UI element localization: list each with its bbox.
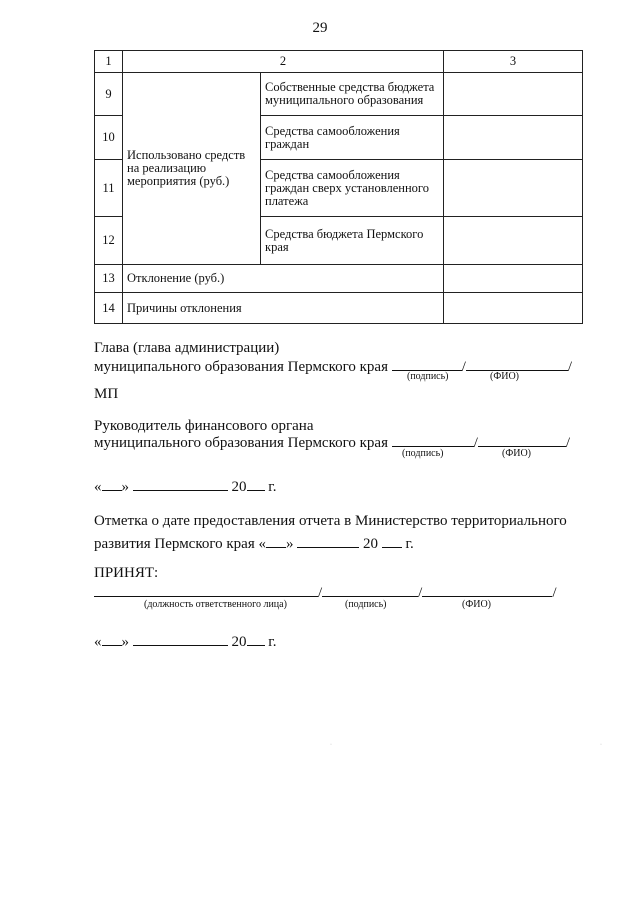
ministry-month-field[interactable]	[297, 533, 359, 548]
row-label: Средства самообложения граждан сверх установленного платежа	[261, 160, 444, 217]
final-month-field[interactable]	[133, 631, 228, 646]
table-row	[95, 293, 583, 324]
final-day-field[interactable]	[102, 631, 122, 646]
report-table	[94, 50, 583, 324]
value-cell[interactable]	[444, 116, 583, 160]
row-label: Средства бюджета Пермского края	[261, 217, 444, 265]
ministry-note-line1: Отметка о дате предоставления отчета в Министерство территориального	[94, 513, 567, 529]
header-col-1: 1	[95, 51, 123, 73]
ministry-note-line2: развития Пермского края « » 20 г.	[94, 533, 414, 552]
accepted-sign-caption: (подпись)	[345, 599, 387, 610]
head-fio-field[interactable]	[466, 356, 568, 371]
finance-org-label: муниципального образования Пермского края	[94, 435, 388, 451]
finance-signature-line: муниципального образования Пермского края / /	[94, 432, 570, 451]
value-cell[interactable]	[444, 160, 583, 217]
accepted-fio-caption: (ФИО)	[462, 599, 492, 610]
row-label: Причины отклонения	[123, 293, 444, 324]
table-row	[95, 73, 583, 116]
row-label: Собственные средства бюджета муниципального образования	[261, 73, 444, 116]
value-cell[interactable]	[444, 217, 583, 265]
header-col-2: 2	[123, 51, 444, 73]
row-number: 13	[95, 265, 123, 293]
ministry-day-field[interactable]	[266, 533, 286, 548]
head-title: Глава (глава администрации)	[94, 340, 280, 356]
row-number: 9	[95, 73, 123, 116]
head-signature-field[interactable]	[392, 356, 462, 371]
row-number: 10	[95, 116, 123, 160]
row-number: 11	[95, 160, 123, 217]
row-number: 14	[95, 293, 123, 324]
value-cell[interactable]	[444, 73, 583, 116]
date-year-field[interactable]	[247, 476, 265, 491]
table-header-row	[95, 51, 583, 73]
head-fio-caption: (ФИО)	[490, 371, 520, 382]
final-date-line: « » 20 г.	[94, 631, 276, 650]
finance-signature-field[interactable]	[392, 432, 474, 447]
finance-title: Руководитель финансового органа	[94, 418, 314, 434]
accepted-fio-field[interactable]	[422, 582, 552, 597]
accepted-signature-line: / / /	[94, 582, 557, 601]
head-signature-line: муниципального образования Пермского края / /	[94, 356, 572, 375]
table-row	[95, 265, 583, 293]
finance-fio-field[interactable]	[478, 432, 566, 447]
accepted-position-caption: (должность ответственного лица)	[144, 599, 287, 610]
value-cell[interactable]	[444, 265, 583, 293]
value-cell[interactable]	[444, 293, 583, 324]
ministry-year-field[interactable]	[382, 533, 402, 548]
final-year-field[interactable]	[247, 631, 265, 646]
row-number: 12	[95, 217, 123, 265]
row-label: Отклонение (руб.)	[123, 265, 444, 293]
row-label: Средства самообложения граждан	[261, 116, 444, 160]
page-number: 29	[312, 20, 328, 36]
scan-dust-mark: ·	[330, 742, 332, 748]
head-org-label: муниципального образования Пермского края	[94, 359, 388, 375]
date-month-field[interactable]	[133, 476, 228, 491]
date-day-field[interactable]	[102, 476, 122, 491]
group-label: Использовано средств на реализацию мероприятия (руб.)	[123, 73, 261, 265]
finance-sign-caption: (подпись)	[402, 448, 444, 459]
scan-dust-mark: ·	[600, 742, 602, 748]
mp-stamp-label: МП	[94, 386, 119, 402]
header-col-3: 3	[444, 51, 583, 73]
accepted-title: ПРИНЯТ:	[94, 565, 159, 581]
head-sign-caption: (подпись)	[407, 371, 449, 382]
finance-fio-caption: (ФИО)	[502, 448, 532, 459]
accepted-signature-field[interactable]	[322, 582, 418, 597]
accepted-position-field[interactable]	[94, 582, 318, 597]
date-line: « » 20 г.	[94, 476, 276, 495]
